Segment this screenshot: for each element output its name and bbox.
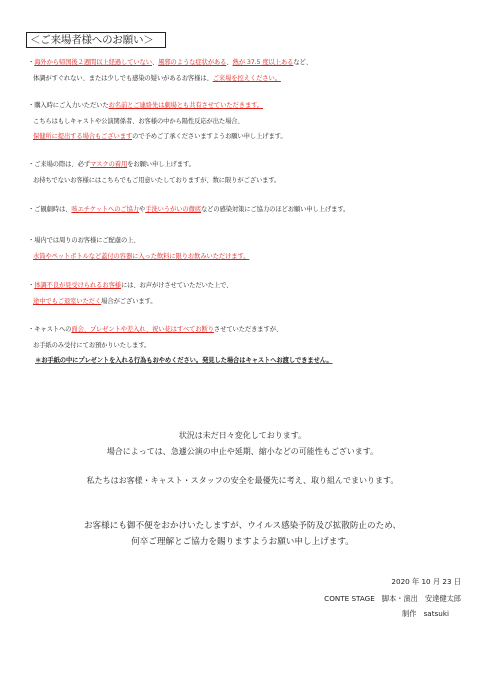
section-cast-line-3: ＊お手紙の中にプレゼントを入れる行為もおやめください。発見した場合はキャストへお渡しできません。 (35, 357, 333, 364)
center-message-5: 何卒ご理解とご協力を賜りますようお願い申し上げます。 (131, 537, 354, 547)
center-message-1: 状況は未だ日々変化しております。 (178, 431, 307, 440)
section-cast-line-2: お手紙のみ受付にてお預かりいたします。 (33, 341, 151, 349)
section-health (28, 278, 468, 309)
center-message-3: 私たちはお客様・キャスト・スタッフの安全を最優先に考え、取り組んでまいります。 (86, 476, 399, 485)
center-message-2: 場合によっては、急遽公演の中止や延期、縮小などの可能性もございます。 (106, 447, 379, 456)
section-health-line-1: ・体調不良が見受けられるお客様には、お声がけさせていただいた上で、 (28, 282, 233, 289)
section-contact-line-3: 保健所に提出する場合もございますので予めご了承くださいますようお願い申し上げます。 (33, 133, 287, 140)
section-drinks (28, 233, 468, 264)
section-drinks-line-2: 水筒やペットボトルなど蓋付の容器に入った飲料に限りお飲みいただけます。 (33, 252, 250, 260)
section-drinks-line-1: ・場内では周りのお客様にご配慮の上、 (28, 237, 140, 244)
section-mask (28, 157, 468, 188)
section-mask-line-1: ・ご来場の際は、必ずマスクの着用をお願い申し上げます。 (28, 161, 195, 168)
section-symptoms-line-2: 体調がすぐれない、または少しでも感染の疑いがあるお客様は、ご来場を控えください。 (33, 74, 281, 82)
notice-title: ＜ご来場者様へのお願い＞ (26, 32, 166, 48)
section-contact-info (28, 98, 468, 145)
section-health-line-2: 途中でもご退室いただく場合がございます。 (33, 297, 157, 305)
section-contact-line-1: ・購入時にご入力いただいたお名前とご連絡先は劇場とも共有させていただきます。 (28, 102, 263, 109)
section-mask-line-2: お持ちでないお客様にはこちらでもご用意いたしておりますが、数に限りがございます。 (33, 176, 281, 184)
section-etiquette (28, 202, 468, 218)
section-symptoms-line-1: ・海外から帰国後２週間以上経過していない、風邪のような症状がある、熱が 37.5 度以上あるなど、 (28, 59, 312, 66)
section-etiquette-line-1: ・ご観劇時は、咳エチケットへのご協力や手洗いうがいの徹底などの感染対策にご協力のほどお願い申し上げます。 (28, 206, 350, 213)
section-contact-line-2: こちらはもしキャストや公演関係者、お客様の中から陽性反応が出た場合、 (33, 117, 244, 125)
signature-line-2: 制作 satsuki (402, 609, 449, 618)
signature-date: 2020 年 10 月 23 日 (391, 577, 461, 586)
section-cast-gifts (28, 322, 468, 369)
section-cast-line-1: ・キャストへの面会、プレゼントや差入れ、祝い花はすべてお断りさせていただきますが、 (28, 326, 283, 333)
center-message-4: お客様にも御不便をおかけいたしますが、ウイルス感染予防及び拡散防止のため、 (83, 521, 402, 531)
section-symptoms (28, 55, 468, 86)
signature-line-1: CONTE STAGE 脚本・演出 安達健太郎 (324, 594, 461, 603)
